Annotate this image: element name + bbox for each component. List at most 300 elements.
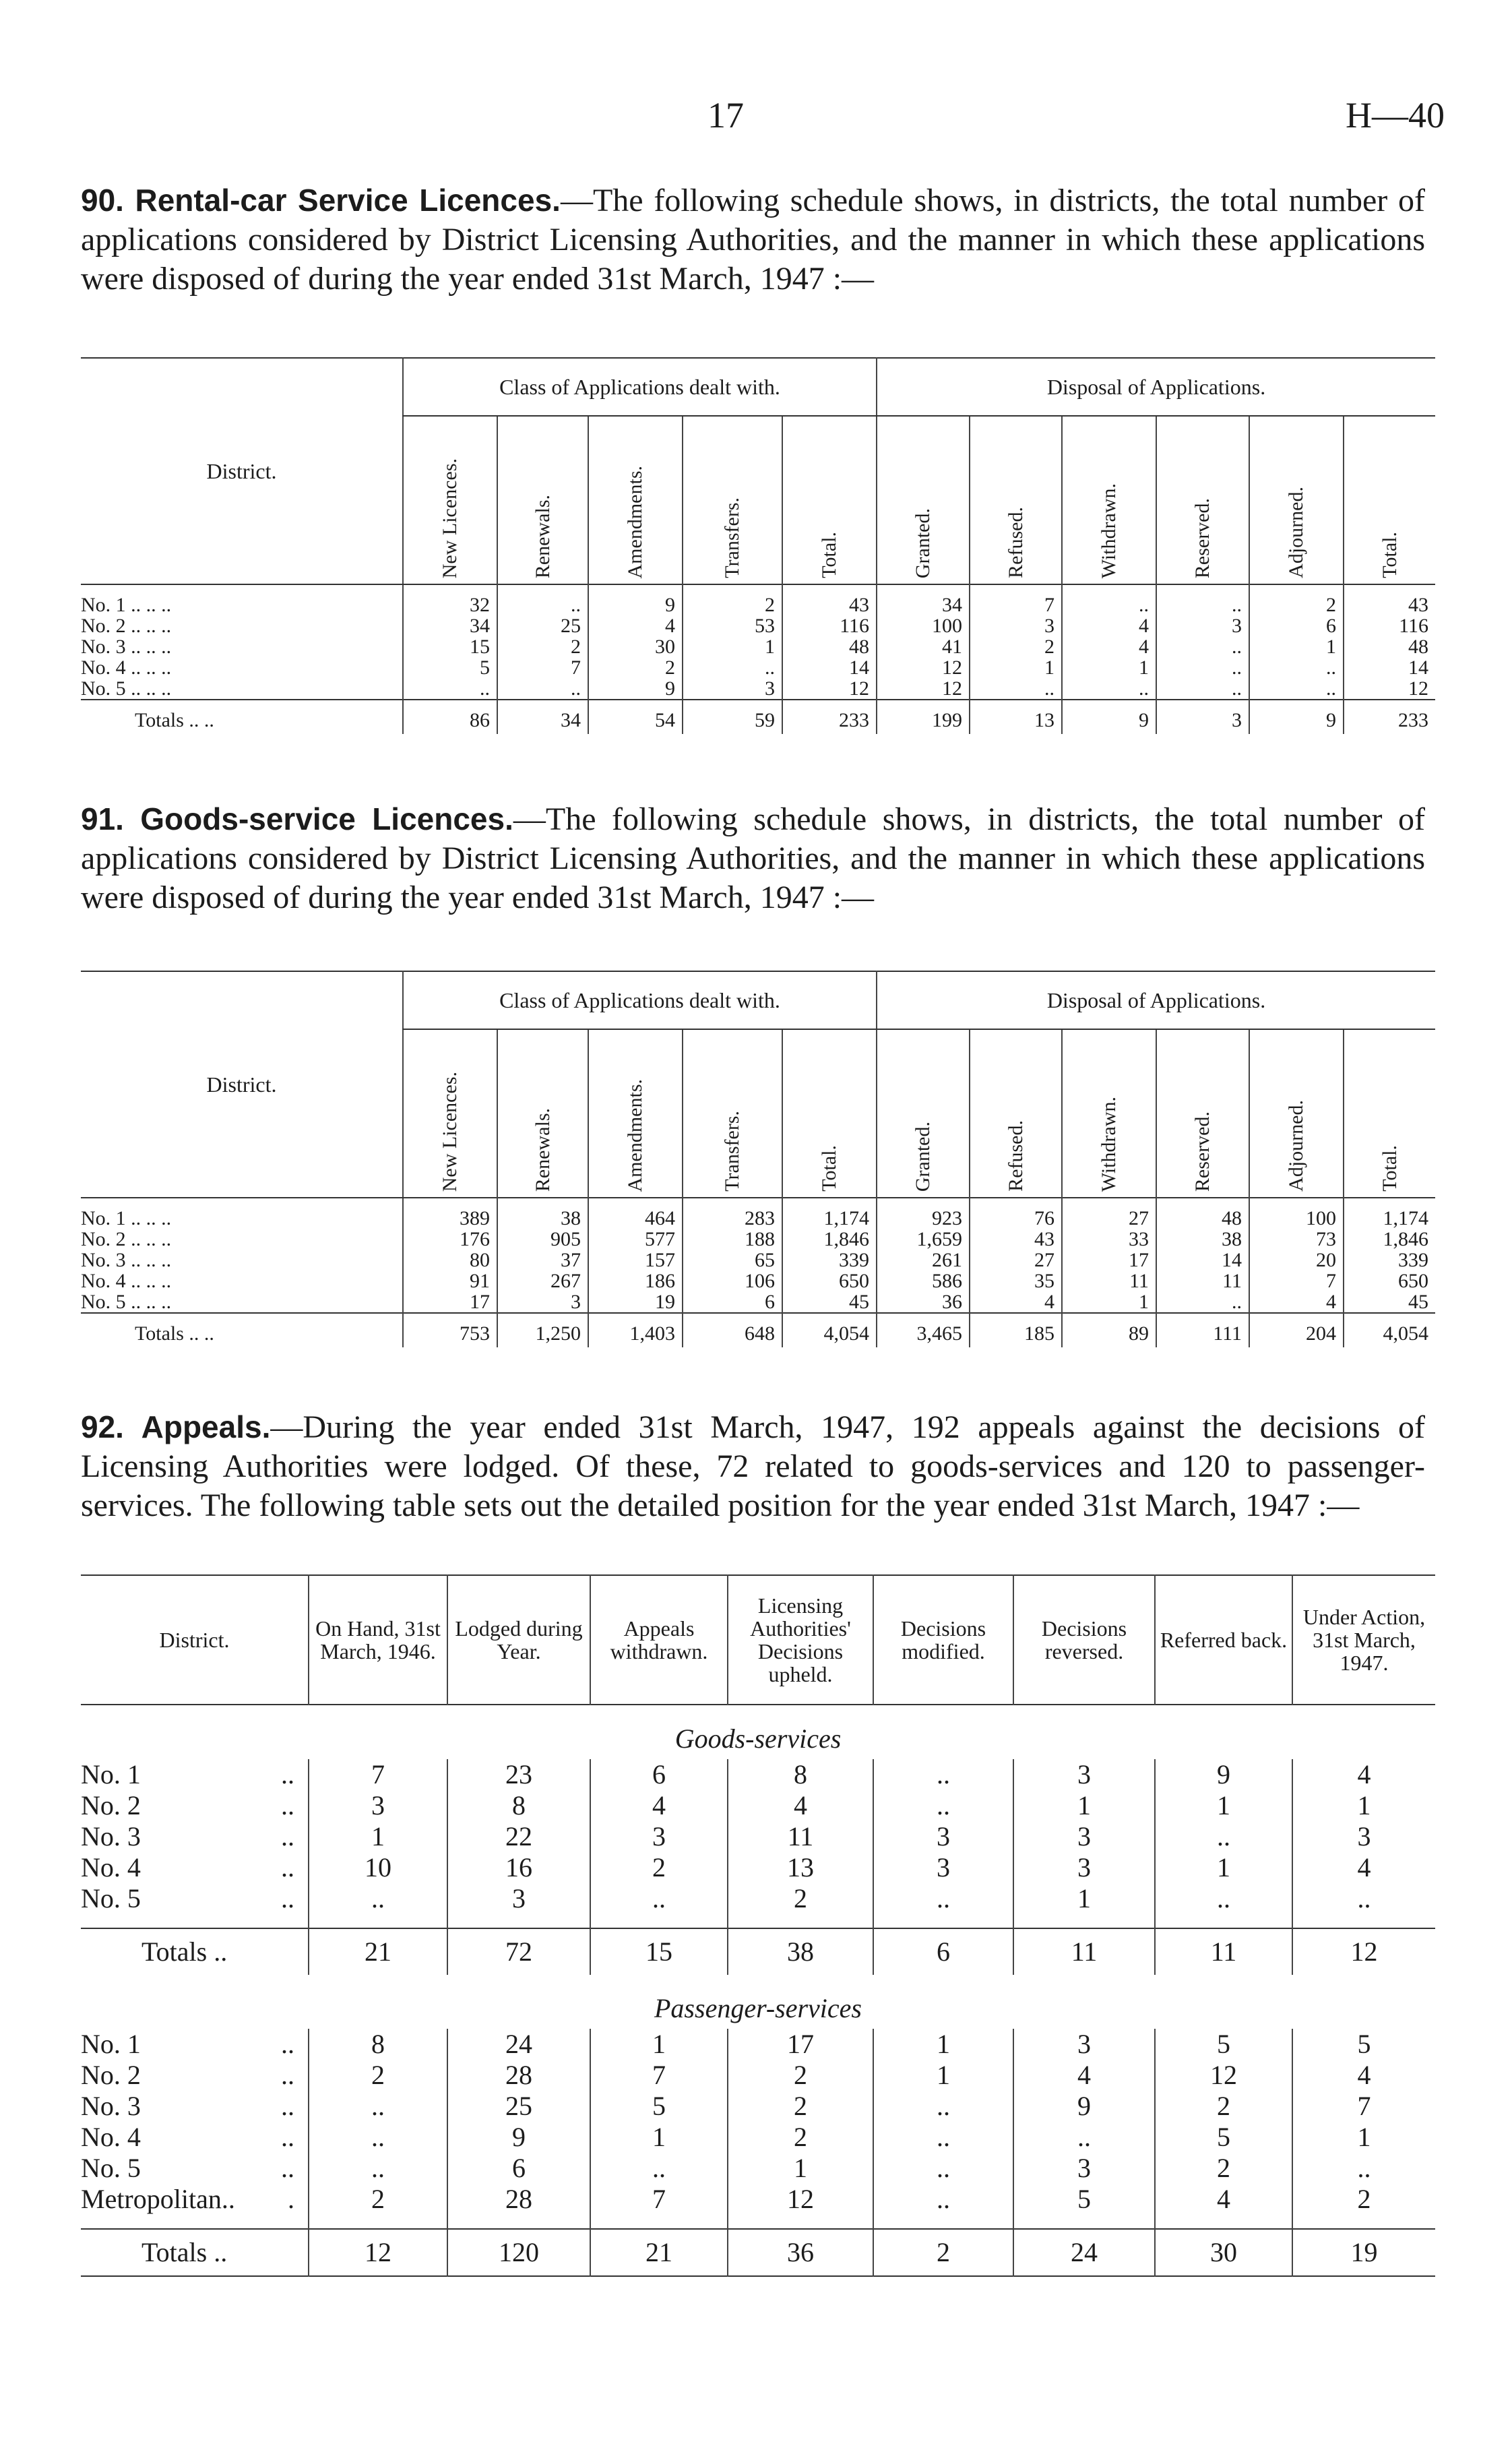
- value-cell: 3: [1013, 1821, 1155, 1852]
- value-cell: 186: [588, 1271, 683, 1291]
- leader-dots: ..: [281, 2091, 294, 2121]
- table-row: [81, 615, 1435, 636]
- col-transfers: Transfers.: [683, 1029, 782, 1198]
- district-cell: [81, 2184, 309, 2215]
- value-cell: 80: [403, 1250, 497, 1271]
- spacer-cell: [1292, 1914, 1435, 1928]
- value-cell: 2: [588, 657, 683, 678]
- value-cell: 1,846: [782, 1229, 877, 1250]
- value-cell: 12: [1344, 678, 1435, 700]
- totals-cell: 1,403: [588, 1313, 683, 1347]
- value-cell: 34: [403, 615, 497, 636]
- spacer-cell: [728, 2215, 873, 2229]
- value-cell: 9: [1013, 2091, 1155, 2122]
- value-cell: 6: [1249, 615, 1344, 636]
- totals-cell: 21: [309, 1928, 447, 1975]
- class-group-header: Class of Applications dealt with.: [403, 971, 877, 1029]
- value-cell: 339: [782, 1250, 877, 1271]
- value-cell: 14: [782, 657, 877, 678]
- totals-label: Totals .. ..: [81, 1313, 403, 1347]
- value-cell: 1: [1292, 1790, 1435, 1821]
- value-cell: 32: [403, 584, 497, 615]
- value-cell: 3: [1292, 1821, 1435, 1852]
- leader-dots: ..: [281, 1790, 294, 1820]
- value-cell: 4: [728, 1790, 873, 1821]
- leader-dots: ..: [281, 2060, 294, 2090]
- value-cell: 2: [728, 2091, 873, 2122]
- spacer-cell: [1013, 1914, 1155, 1928]
- spacer-cell: [81, 2215, 309, 2229]
- totals-cell: 3: [1156, 700, 1249, 734]
- value-cell: 48: [782, 636, 877, 657]
- totals-cell: 30: [1155, 2229, 1292, 2276]
- value-cell: 17: [1062, 1250, 1156, 1271]
- section-90: [81, 181, 1425, 299]
- value-cell: 27: [1062, 1198, 1156, 1229]
- value-cell: ..: [590, 2153, 728, 2184]
- value-cell: 23: [447, 1759, 590, 1790]
- col-amendments: Amendments.: [588, 1029, 683, 1198]
- value-cell: 3: [590, 1821, 728, 1852]
- district-label: No. 5: [81, 1883, 141, 1914]
- value-cell: 15: [403, 636, 497, 657]
- table-row: [81, 1250, 1435, 1271]
- value-cell: 157: [588, 1250, 683, 1271]
- value-cell: 36: [877, 1291, 970, 1313]
- table-row: [81, 2060, 1435, 2091]
- value-cell: ..: [683, 657, 782, 678]
- spacer-cell: [81, 1914, 309, 1928]
- goods-service-licences-table: [81, 971, 1435, 1347]
- value-cell: ..: [1249, 678, 1344, 700]
- leader-dots: .: [288, 2184, 294, 2214]
- value-cell: 5: [1155, 2122, 1292, 2153]
- district-label: No. 5: [81, 2153, 141, 2183]
- value-cell: 4: [1292, 2060, 1435, 2091]
- value-cell: 48: [1344, 636, 1435, 657]
- totals-cell: 3,465: [877, 1313, 970, 1347]
- value-cell: 20: [1249, 1250, 1344, 1271]
- spacer-cell: [590, 1914, 728, 1928]
- value-cell: 100: [877, 615, 970, 636]
- appeals-col-referred: Referred back.: [1155, 1575, 1292, 1705]
- value-cell: 27: [970, 1250, 1062, 1271]
- value-cell: 11: [1156, 1271, 1249, 1291]
- appeals-col-on-hand: On Hand, 31st March, 1946.: [309, 1575, 447, 1705]
- value-cell: 12: [782, 678, 877, 700]
- value-cell: 25: [447, 2091, 590, 2122]
- section-92-heading: 92. Appeals.: [81, 1409, 271, 1444]
- passenger-services-caption-row: [81, 1975, 1435, 2029]
- value-cell: 12: [1155, 2060, 1292, 2091]
- totals-cell: 753: [403, 1313, 497, 1347]
- district-label: No. 4: [81, 2122, 141, 2152]
- value-cell: 106: [683, 1271, 782, 1291]
- value-cell: ..: [873, 1883, 1013, 1914]
- totals-cell: 4,054: [782, 1313, 877, 1347]
- value-cell: 9: [588, 678, 683, 700]
- value-cell: 38: [1156, 1229, 1249, 1250]
- district-cell: No. 2 .. .. ..: [81, 615, 172, 637]
- totals-cell: 12: [309, 2229, 447, 2276]
- value-cell: 3: [683, 678, 782, 700]
- class-group-header: Class of Applications dealt with.: [403, 358, 877, 416]
- value-cell: 1: [873, 2029, 1013, 2060]
- value-cell: 5: [403, 657, 497, 678]
- totals-cell: 38: [728, 1928, 873, 1975]
- value-cell: 35: [970, 1271, 1062, 1291]
- table-row: [81, 1229, 1435, 1250]
- disposal-group-header: Disposal of Applications.: [877, 358, 1435, 416]
- value-cell: ..: [309, 2153, 447, 2184]
- value-cell: 2: [1155, 2153, 1292, 2184]
- table-row: [81, 1790, 1435, 1821]
- value-cell: 1,846: [1344, 1229, 1435, 1250]
- value-cell: ..: [873, 2091, 1013, 2122]
- col-total-class: Total.: [782, 416, 877, 584]
- value-cell: 76: [970, 1198, 1062, 1229]
- table-row: [81, 1271, 1435, 1291]
- district-cell: No. 1 .. .. ..: [81, 594, 172, 616]
- table-row: [81, 1198, 1435, 1229]
- value-cell: 33: [1062, 1229, 1156, 1250]
- value-cell: 7: [590, 2060, 728, 2091]
- district-label: No. 2: [81, 1790, 141, 1820]
- value-cell: 1: [1062, 657, 1156, 678]
- value-cell: 7: [1292, 2091, 1435, 2122]
- col-total-class: Total.: [782, 1029, 877, 1198]
- value-cell: 73: [1249, 1229, 1344, 1250]
- totals-cell: 4,054: [1344, 1313, 1435, 1347]
- totals-cell: 120: [447, 2229, 590, 2276]
- value-cell: 2: [728, 2122, 873, 2153]
- value-cell: 4: [1013, 2060, 1155, 2091]
- value-cell: 464: [588, 1198, 683, 1229]
- value-cell: 4: [1062, 636, 1156, 657]
- table-row: [81, 1852, 1435, 1883]
- value-cell: 11: [728, 1821, 873, 1852]
- value-cell: 3: [1013, 1852, 1155, 1883]
- district-cell: [81, 1883, 309, 1914]
- value-cell: 4: [970, 1291, 1062, 1313]
- value-cell: 91: [403, 1271, 497, 1291]
- value-cell: 905: [497, 1229, 588, 1250]
- value-cell: 45: [1344, 1291, 1435, 1313]
- spacer-cell: [1292, 2215, 1435, 2229]
- section-92-paragraph: [81, 1407, 1425, 1525]
- value-cell: 14: [1344, 657, 1435, 678]
- value-cell: 12: [877, 657, 970, 678]
- value-cell: 25: [497, 615, 588, 636]
- col-reserved: Reserved.: [1156, 416, 1249, 584]
- totals-cell: 86: [403, 700, 497, 734]
- value-cell: 2: [970, 636, 1062, 657]
- value-cell: 2: [1292, 2184, 1435, 2215]
- value-cell: 3: [1013, 2029, 1155, 2060]
- rental-car-licences-table: [81, 357, 1435, 734]
- value-cell: 7: [590, 2184, 728, 2215]
- value-cell: 30: [588, 636, 683, 657]
- col-new-licences: New Licences.: [403, 1029, 497, 1198]
- spacer-cell: [1155, 1914, 1292, 1928]
- appeals-col-lodged: Lodged during Year.: [447, 1575, 590, 1705]
- value-cell: ..: [1156, 636, 1249, 657]
- value-cell: 10: [309, 1852, 447, 1883]
- value-cell: 2: [590, 1852, 728, 1883]
- spacer-cell: [447, 2215, 590, 2229]
- district-header: District.: [81, 358, 403, 584]
- value-cell: 3: [497, 1291, 588, 1313]
- col-renewals: Renewals.: [497, 416, 588, 584]
- value-cell: 923: [877, 1198, 970, 1229]
- appeals-col-withdrawn: Appeals withdrawn.: [590, 1575, 728, 1705]
- totals-cell: 204: [1249, 1313, 1344, 1347]
- totals-cell: 199: [877, 700, 970, 734]
- value-cell: ..: [1062, 678, 1156, 700]
- totals-cell: 34: [497, 700, 588, 734]
- district-cell: [81, 1821, 309, 1852]
- value-cell: 28: [447, 2184, 590, 2215]
- totals-cell: 12: [1292, 1928, 1435, 1975]
- value-cell: ..: [309, 2122, 447, 2153]
- section-92: [81, 1407, 1425, 1525]
- col-refused: Refused.: [970, 1029, 1062, 1198]
- value-cell: 4: [1249, 1291, 1344, 1313]
- col-refused: Refused.: [970, 416, 1062, 584]
- value-cell: 389: [403, 1198, 497, 1229]
- totals-row: [81, 1313, 1435, 1347]
- value-cell: ..: [403, 678, 497, 700]
- spacer-row: [81, 2215, 1435, 2229]
- leader-dots: ..: [281, 1759, 294, 1789]
- table-row: [81, 2122, 1435, 2153]
- value-cell: 577: [588, 1229, 683, 1250]
- district-cell: [81, 1852, 309, 1883]
- page-reference: H—40: [1346, 95, 1445, 135]
- district-label: No. 4: [81, 1852, 141, 1883]
- totals-row: [81, 2229, 1435, 2276]
- value-cell: 2: [683, 584, 782, 615]
- appeals-col-modified: Decisions modified.: [873, 1575, 1013, 1705]
- value-cell: 8: [309, 2029, 447, 2060]
- leader-dots: ..: [281, 2122, 294, 2152]
- page-header: [0, 94, 1512, 142]
- table-row: [81, 584, 1435, 615]
- leader-dots: ..: [281, 1883, 294, 1914]
- totals-cell: 21: [590, 2229, 728, 2276]
- value-cell: 3: [873, 1852, 1013, 1883]
- value-cell: 586: [877, 1271, 970, 1291]
- table-row: [81, 1291, 1435, 1313]
- value-cell: 17: [403, 1291, 497, 1313]
- value-cell: ..: [497, 678, 588, 700]
- spacer-cell: [1013, 2215, 1155, 2229]
- value-cell: 43: [782, 584, 877, 615]
- spacer-cell: [873, 1914, 1013, 1928]
- leader-dots: ..: [281, 2029, 294, 2059]
- district-label: No. 1: [81, 2029, 141, 2059]
- value-cell: 1: [873, 2060, 1013, 2091]
- value-cell: 2: [497, 636, 588, 657]
- value-cell: 1: [970, 657, 1062, 678]
- value-cell: 45: [782, 1291, 877, 1313]
- value-cell: 4: [1062, 615, 1156, 636]
- value-cell: 2: [1249, 584, 1344, 615]
- value-cell: 116: [782, 615, 877, 636]
- col-adjourned: Adjourned.: [1249, 416, 1344, 584]
- value-cell: ..: [873, 2122, 1013, 2153]
- page-number: 17: [707, 95, 744, 135]
- value-cell: 9: [447, 2122, 590, 2153]
- col-renewals: Renewals.: [497, 1029, 588, 1198]
- value-cell: 3: [309, 1790, 447, 1821]
- value-cell: 3: [447, 1883, 590, 1914]
- value-cell: 22: [447, 1821, 590, 1852]
- value-cell: 19: [588, 1291, 683, 1313]
- table-row: [81, 1821, 1435, 1852]
- value-cell: 5: [590, 2091, 728, 2122]
- col-granted: Granted.: [877, 1029, 970, 1198]
- value-cell: 24: [447, 2029, 590, 2060]
- col-granted: Granted.: [877, 416, 970, 584]
- col-total-disposal: Total.: [1344, 1029, 1435, 1198]
- table-row: [81, 2153, 1435, 2184]
- totals-cell: 6: [873, 1928, 1013, 1975]
- totals-cell: 36: [728, 2229, 873, 2276]
- value-cell: 6: [590, 1759, 728, 1790]
- value-cell: 5: [1155, 2029, 1292, 2060]
- value-cell: 2: [1155, 2091, 1292, 2122]
- value-cell: ..: [1292, 2153, 1435, 2184]
- value-cell: 188: [683, 1229, 782, 1250]
- value-cell: ..: [1155, 1821, 1292, 1852]
- district-label: No. 3: [81, 2091, 141, 2121]
- district-cell: No. 2 .. .. ..: [81, 1228, 172, 1250]
- value-cell: 4: [588, 615, 683, 636]
- section-90-text: —The following schedule shows, in districts, the total number of applications considered by District Licensing Authorities, and the manner in which these applications were disposed of during the year ended 31st March, 1947 :—: [81, 183, 1425, 297]
- value-cell: 1: [1062, 1291, 1156, 1313]
- value-cell: ..: [970, 678, 1062, 700]
- district-cell: No. 4 .. .. ..: [81, 656, 172, 679]
- spacer-row: [81, 1914, 1435, 1928]
- totals-cell: 11: [1155, 1928, 1292, 1975]
- value-cell: 1: [683, 636, 782, 657]
- table-row: [81, 1883, 1435, 1914]
- value-cell: ..: [873, 1759, 1013, 1790]
- appeals-col-district: District.: [159, 1628, 230, 1652]
- totals-cell: 1,250: [497, 1313, 588, 1347]
- value-cell: 1: [728, 2153, 873, 2184]
- value-cell: 16: [447, 1852, 590, 1883]
- value-cell: ..: [1292, 1883, 1435, 1914]
- goods-services-caption: Goods-services: [674, 1723, 842, 1754]
- value-cell: 13: [728, 1852, 873, 1883]
- value-cell: 3: [873, 1821, 1013, 1852]
- totals-cell: 15: [590, 1928, 728, 1975]
- value-cell: ..: [1156, 584, 1249, 615]
- value-cell: 43: [1344, 584, 1435, 615]
- col-reserved: Reserved.: [1156, 1029, 1249, 1198]
- district-label: No. 2: [81, 2060, 141, 2090]
- appeals-col-upheld: Licensing Authorities' Decisions upheld.: [728, 1575, 873, 1705]
- value-cell: ..: [873, 2184, 1013, 2215]
- value-cell: 4: [590, 1790, 728, 1821]
- totals-cell: 9: [1062, 700, 1156, 734]
- value-cell: 53: [683, 615, 782, 636]
- district-cell: [81, 2091, 309, 2122]
- value-cell: 1,174: [782, 1198, 877, 1229]
- value-cell: 37: [497, 1250, 588, 1271]
- value-cell: 1: [1292, 2122, 1435, 2153]
- value-cell: 28: [447, 2060, 590, 2091]
- section-90-paragraph: [81, 181, 1425, 299]
- value-cell: 7: [497, 657, 588, 678]
- value-cell: 48: [1156, 1198, 1249, 1229]
- totals-cell: 24: [1013, 2229, 1155, 2276]
- district-cell: No. 3 .. .. ..: [81, 1249, 172, 1271]
- spacer-cell: [447, 1914, 590, 1928]
- value-cell: ..: [309, 2091, 447, 2122]
- col-withdrawn: Withdrawn.: [1062, 1029, 1156, 1198]
- district-label: No. 1: [81, 1759, 141, 1789]
- table-row: [81, 636, 1435, 657]
- value-cell: ..: [1156, 657, 1249, 678]
- table-row: [81, 2091, 1435, 2122]
- spacer-cell: [728, 1914, 873, 1928]
- passenger-services-caption: Passenger-services: [654, 1993, 862, 2023]
- totals-row: [81, 1928, 1435, 1975]
- value-cell: 3: [1013, 1759, 1155, 1790]
- value-cell: 38: [497, 1198, 588, 1229]
- value-cell: 43: [970, 1229, 1062, 1250]
- totals-cell: 233: [782, 700, 877, 734]
- district-cell: No. 4 .. .. ..: [81, 1270, 172, 1292]
- totals-cell: 111: [1156, 1313, 1249, 1347]
- district-cell: [81, 2060, 309, 2091]
- totals-cell: 233: [1344, 700, 1435, 734]
- table-row: [81, 657, 1435, 678]
- value-cell: 65: [683, 1250, 782, 1271]
- totals-row: [81, 700, 1435, 734]
- value-cell: 7: [970, 584, 1062, 615]
- col-total-disposal: Total.: [1344, 416, 1435, 584]
- value-cell: 1: [1249, 636, 1344, 657]
- district-cell: [81, 2029, 309, 2060]
- value-cell: 4: [1292, 1852, 1435, 1883]
- value-cell: 100: [1249, 1198, 1344, 1229]
- value-cell: 6: [447, 2153, 590, 2184]
- totals-cell: 19: [1292, 2229, 1435, 2276]
- value-cell: 339: [1344, 1250, 1435, 1271]
- value-cell: 5: [1013, 2184, 1155, 2215]
- value-cell: 1: [1013, 1790, 1155, 1821]
- totals-cell: 648: [683, 1313, 782, 1347]
- appeals-table: [81, 1574, 1435, 2277]
- table-row: [81, 1759, 1435, 1790]
- leader-dots: ..: [281, 1821, 294, 1852]
- value-cell: 9: [588, 584, 683, 615]
- value-cell: 1: [590, 2122, 728, 2153]
- totals-cell: 89: [1062, 1313, 1156, 1347]
- value-cell: 650: [782, 1271, 877, 1291]
- value-cell: 5: [1292, 2029, 1435, 2060]
- col-withdrawn: Withdrawn.: [1062, 416, 1156, 584]
- goods-services-caption-row: [81, 1705, 1435, 1759]
- leader-dots: ..: [281, 1852, 294, 1883]
- value-cell: ..: [1155, 1883, 1292, 1914]
- value-cell: 3: [1156, 615, 1249, 636]
- section-90-heading: 90. Rental-car Service Licences.: [81, 183, 561, 218]
